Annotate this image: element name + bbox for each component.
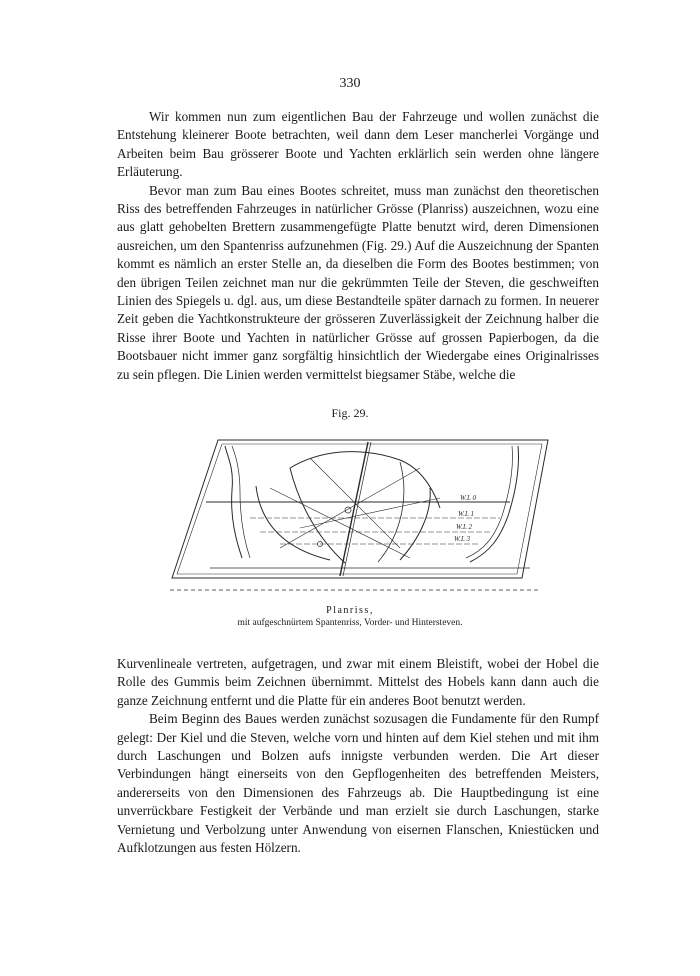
body-text-top (117, 108, 599, 384)
page-number: 330 (339, 76, 361, 91)
body-text-bottom (117, 655, 599, 857)
paragraph: Bevor man zum Bau eines Bootes schreitet, muss man zunächst den theoretischen Riss des betreffenden Fahrzeuges in natürlicher Grösse (Planriss) auszeichnen, wozu eine aus glatt gehobelten Brettern zusammengefügte Platte benutzt wird, deren Dimensionen ausreichen, um den Spantenriss aufzunehmen (Fig. 29.) Auf die Auszeichnung der Spanten kommt es nämlich an erster Stelle an, da dieselben die Form des Bootes bestimmen; von den übrigen Teilen zeichnet man nur die gekrümmten Teile der Steven, die geschweiften Linien des Spiegels u. dgl. aus, um diese Bestandteile später darnach zu formen. In neuerer Zeit geben die Yachtkonstrukteure der grösseren Zuverlässigkeit der Zeichnung halber die Risse ihrer Boote und Yachten in natürlicher Grösse auf grossen Papierbogen, da die Bootsbauer nicht immer ganz sorgfältig hinsichtlich der Wiedergabe eines Originalrisses zu sein pflegen. Die Linien werden vermittelst biegsamer Stäbe, welche die (117, 182, 599, 382)
waterline-label-1: W.L 1 (458, 510, 474, 518)
stem-curve (470, 446, 518, 562)
planriss-figure (170, 428, 550, 600)
figure-caption-title: Planriss, (326, 605, 374, 616)
paragraph: Kurvenlineale vertreten, aufgetragen, und zwar mit einem Bleistift, wobei der Hobel die Rolle des Gummis beim Zeichnen übernimmt. Mittelst des Hobels kann dann auch die ganze Zeichnung entfernt und die Platte für ein anderes Boot benutzt werden. (117, 656, 599, 708)
waterline-label-0: W.L 0 (460, 494, 476, 502)
stem-post (340, 442, 368, 576)
figure-caption-subtitle: mit aufgeschnürtem Spantenriss, Vorder- und Hintersteven. (237, 618, 463, 628)
waterline-label-2: W.L 2 (456, 523, 472, 531)
paragraph: Beim Beginn des Baues werden zunächst sozusagen die Fundamente für den Rumpf gelegt: Der Kiel und die Steven, welche vorn und hinten auf dem Kiel stehen und mit ihm durch Laschungen und Bolzen aufs innigste verbunden werden. Die Art dieser Verbindungen hängt einerseits von den Gepflogenheiten des betreffenden Meisters, andererseits von den Dimensionen des Fahrzeugs ab. Die Hauptbedingung ist eine unverrückbare Festigkeit der Verbände und man erzielt sie durch Laschungen, starke Vernietung und Verbolzung unter Anwendung von eisernen Flanschen, Kniestücken und Aufklotzungen aus festen Hölzern. (117, 711, 599, 856)
figure-label: Fig. 29. (331, 406, 369, 420)
planriss-drawing (170, 428, 550, 600)
paragraph: Wir kommen nun zum eigentlichen Bau der Fahrzeuge und wollen zunächst die Entstehung kleinerer Boote betrachten, weil dann dem Leser mancherlei Vorgänge und Arbeiten beim Bau grösserer Boote und Yachten erklärlich sein werden ohne längere Erläuterung. (117, 109, 599, 180)
frame-line (256, 486, 330, 560)
board-outline (172, 440, 548, 578)
waterline-label-3: W.L 3 (454, 535, 470, 543)
